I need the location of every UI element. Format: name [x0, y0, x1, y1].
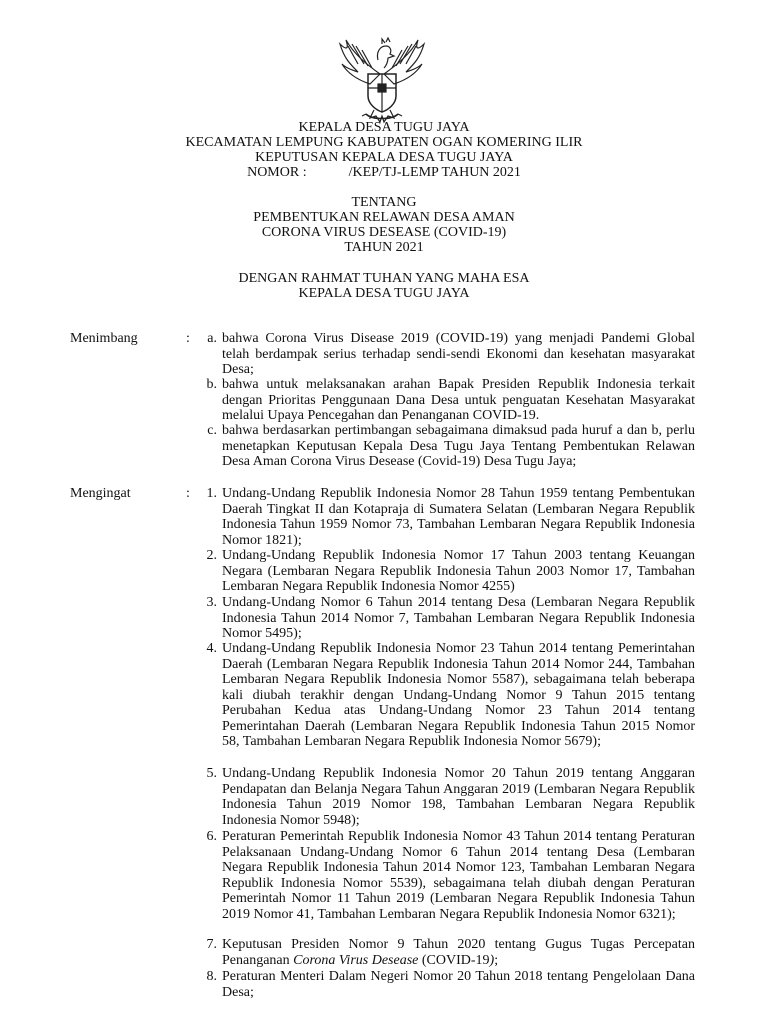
mengingat-marker: 5. — [206, 766, 217, 781]
garuda-emblem — [336, 34, 428, 124]
mengingat-item-text: Undang-Undang Nomor 6 Tahun 2014 tentang Desa (Lembaran Negara Republik Indonesia Tahun 2014 Nomor 7, Tambahan Lembaran Negara Republik Indonesia Nomor 5495); — [222, 595, 695, 641]
item-text-italic: ) — [489, 952, 495, 968]
mengingat-item-text — [222, 937, 695, 968]
header-district: KECAMATAN LEMPUNG KABUPATEN OGAN KOMERING ILIR — [185, 135, 583, 150]
mengingat-item-text: Undang-Undang Republik Indonesia Nomor 28 Tahun 1959 tentang Pembentukan Daerah Tingkat II dan Kotapraja di Sumatera Selatan (Lembaran Negara Republik Indonesia Tahun 1959 Nomor 73, Tambahan Lembaran Negara Republik Indonesia Nomor 1821); — [222, 486, 695, 548]
menimbang-label: Menimbang — [70, 331, 138, 346]
opening-official: KEPALA DESA TUGU JAYA — [298, 286, 470, 301]
menimbang-colon: : — [186, 331, 190, 346]
subject-year: TAHUN 2021 — [344, 240, 424, 255]
document-opening — [0, 271, 768, 301]
menimbang-marker: a. — [207, 331, 217, 346]
menimbang-item-text: bahwa Corona Virus Disease 2019 (COVID-19) yang menjadi Pandemi Global telah berdampak serius terhadap sendi-sendi Ekonomi dan kesehatan masyarakat Desa; — [222, 331, 695, 377]
mengingat-colon: : — [186, 486, 190, 501]
mengingat-marker: 1. — [206, 486, 217, 501]
mengingat-marker: 7. — [206, 937, 217, 952]
mengingat-item-text: Undang-Undang Republik Indonesia Nomor 23 Tahun 2014 tentang Pemerintahan Daerah (Lembaran Negara Republik Indonesia Tahun 2014 Nomor 244, Tambahan Lembaran Negara Republik Indonesia Nomor 5587), sebagaimana telah beberapa kali diubah terakhir dengan Undang-Undang Nomor 9 Tahun 2015 tentang Perubahan Kedua atas Undang-Undang Nomor 23 Tahun 2014 tentang Pemerintahan Daerah (Lembaran Negara Republik Indonesia Tahun 2015 Nomor 58, Tambahan Lembaran Negara Republik Indonesia Nomor 5679); — [222, 641, 695, 749]
mengingat-item-text: Peraturan Menteri Dalam Negeri Nomor 20 Tahun 2018 tentang Pengelolaan Dana Desa; — [222, 969, 695, 1000]
mengingat-marker: 8. — [206, 969, 217, 984]
menimbang-item-text: bahwa berdasarkan pertimbangan sebagaimana dimaksud pada huruf a dan b, perlu menetapkan Keputusan Kepala Desa Tugu Jaya Tentang Pembentukan Relawan Desa Aman Corona Virus Desease (Covid-19) Desa Tugu Jaya; — [222, 423, 695, 469]
mengingat-item-text: Undang-Undang Republik Indonesia Nomor 17 Tahun 2003 tentang Keuangan Negara (Lembaran Negara Republik Indonesia Tahun 2003 Nomor 17, Tambahan Lembaran Negara Republik Indonesia Nomor 4255) — [222, 548, 695, 594]
item-text-part: ; — [494, 952, 499, 968]
mengingat-marker: 2. — [206, 548, 217, 563]
mengingat-item-text: Peraturan Pemerintah Republik Indonesia Nomor 43 Tahun 2014 tentang Peraturan Pelaksanaan Undang-Undang Nomor 6 Tahun 2014 tentang Desa (Lembaran Negara Republik Indonesia Tahun 2014 Nomor 123, Tambahan Lembaran Negara Republik Indonesia Nomor 5539), sebagaimana telah diubah dengan Peraturan Pemerintah Nomor 11 Tahun 2019 (Lembaran Negara Republik Indonesia Tahun 2019 Nomor 41, Tambahan Lembaran Negara Republik Indonesia Nomor 6321); — [222, 829, 695, 922]
menimbang-marker: b. — [206, 377, 217, 392]
header-decree: KEPUTUSAN KEPALA DESA TUGU JAYA — [255, 150, 513, 165]
mengingat-marker: 4. — [206, 641, 217, 656]
document-subject — [0, 195, 768, 255]
item-text-part: (COVID-19 — [418, 952, 490, 968]
menimbang-item-text: bahwa untuk melaksanakan arahan Bapak Presiden Republik Indonesia terkait dengan Prioritas Penggunaan Dana Desa untuk penguatan Kesehatan Masyarakat melalui Upaya Pencegahan dan Penanganan COVID-19. — [222, 377, 695, 423]
mengingat-label: Mengingat — [70, 486, 131, 501]
header-number: NOMOR : /KEP/TJ-LEMP TAHUN 2021 — [247, 165, 521, 180]
menimbang-marker: c. — [207, 423, 217, 438]
subject-covid: CORONA VIRUS DESEASE (COVID-19) — [261, 225, 507, 240]
subject-tentang: TENTANG — [351, 195, 417, 210]
mengingat-marker: 3. — [206, 595, 217, 610]
opening-line: DENGAN RAHMAT TUHAN YANG MAHA ESA — [238, 271, 530, 286]
mengingat-item-text: Undang-Undang Republik Indonesia Nomor 20 Tahun 2019 tentang Anggaran Pendapatan dan Belanja Negara Tahun Anggaran 2019 (Lembaran Negara Republik Indonesia Tahun 2019 Nomor 198, Tambahan Lembaran Negara Republik Indonesia Nomor 5948); — [222, 766, 695, 828]
header-title: KEPALA DESA TUGU JAYA — [298, 120, 470, 135]
subject-title: PEMBENTUKAN RELAWAN DESA AMAN — [253, 210, 515, 225]
document-header — [0, 120, 768, 180]
item-text-italic: Corona Virus Desease — [293, 952, 419, 968]
mengingat-marker: 6. — [206, 829, 217, 844]
item-text-part: Keputusan Presiden Nomor 9 Tahun 2020 tentang Gugus Tugas Percepatan Penanganan — [222, 937, 695, 968]
